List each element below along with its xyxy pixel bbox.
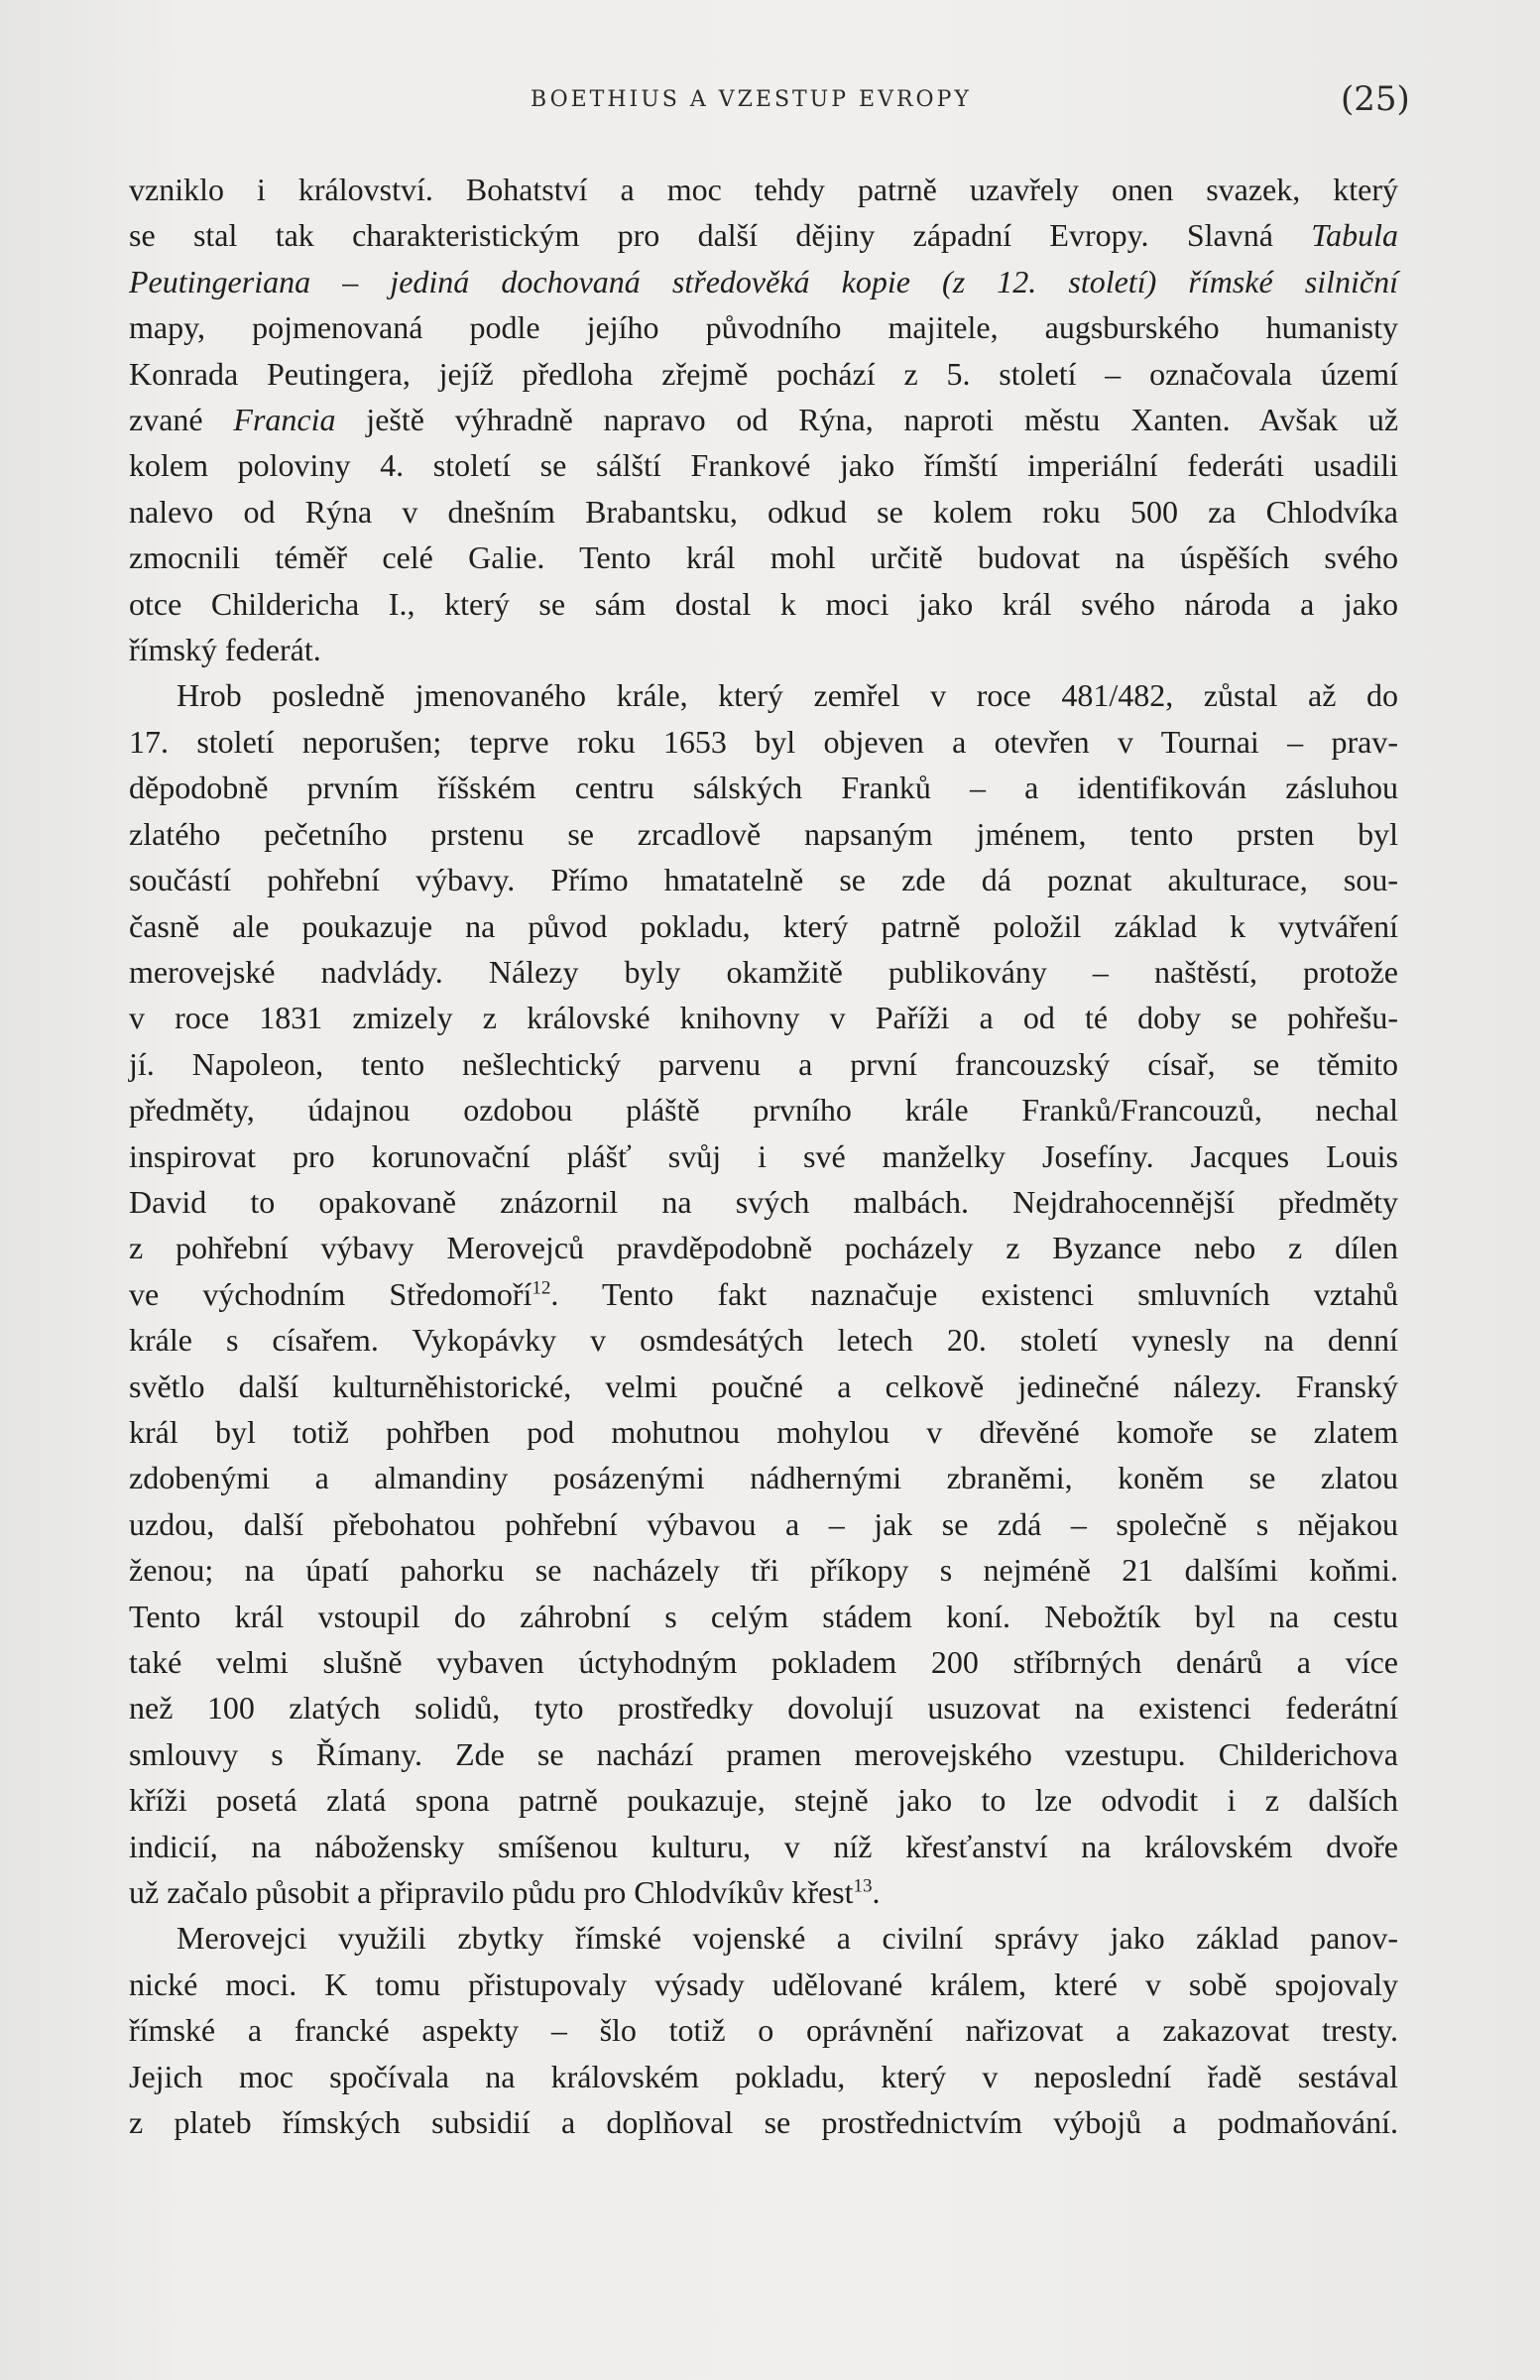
text-line: jí. Napoleon, tento nešlechtický parvenu a první francouzský císař, se těmito — [129, 1045, 1398, 1082]
text-line: smlouvy s Římany. Zde se nachází pramen merovejského vzestupu. Childerichova — [129, 1735, 1398, 1772]
text-line: 17. století neporušen; teprve roku 1653 byl objeven a otevřen v Tournai – prav- — [129, 723, 1398, 760]
text-line: mapy, pojmenovaná podle jejího původního majitele, augsburského humanisty — [129, 309, 1398, 346]
text-line: Merovejci využili zbytky římské vojenské a civilní správy jako základ panov- — [177, 1920, 1398, 1957]
text-line: inspirovat pro korunovační plášť svůj i své manželky Josefíny. Jacques Louis — [129, 1137, 1398, 1174]
text-line: Tento král vstoupil do záhrobní s celým stádem koní. Nebožtík byl na cestu — [129, 1598, 1398, 1634]
text-line: než 100 zlatých solidů, tyto prostředky dovolují usuzovat na existenci federátní — [129, 1690, 1398, 1726]
text-line: z pohřební výbavy Merovejců pravděpodobně pocházely z Byzance nebo z dílen — [129, 1230, 1398, 1266]
text-line: světlo další kulturněhistorické, velmi poučné a celkově jedinečné nálezy. Franský — [129, 1368, 1398, 1404]
text-line: nické moci. K tomu přistupovaly výsady udělované králem, které v sobě spojovaly — [129, 1965, 1398, 2002]
text-line: kříži posetá zlatá spona patrně poukazuje, stejně jako to lze odvodit i z dalších — [129, 1782, 1398, 1819]
text-line: otce Childericha I., který se sám dostal k moci jako král svého národa a jako — [129, 585, 1398, 622]
text-line: předměty, údajnou ozdobou pláště prvního krále Franků/Francouzů, nechal — [129, 1092, 1398, 1129]
text-line: ve východním Středomoří$^{12}$. Tento fakt naznačuje existenci smluvních vztahů — [129, 1275, 1399, 1312]
text-line: David to opakovaně znázornil na svých malbách. Nejdrahocennější předměty — [129, 1183, 1398, 1220]
paragraph-3 — [129, 1915, 1398, 2145]
text-line: také velmi slušně vybaven úctyhodným pokladem 200 stříbrných denárů a více — [129, 1644, 1398, 1680]
page-number: (25) — [1341, 79, 1410, 119]
text-line: zdobenými a almandiny posázenými nádhernými zbraněmi, koněm se zlatou — [129, 1460, 1398, 1496]
text-line: se stal tak charakteristickým pro další dějiny západní Evropy. Slavná Tabula — [129, 217, 1399, 254]
text-line: římské a francké aspekty – šlo totiž o oprávnění nařizovat a zakazovat tresty. — [129, 2012, 1398, 2049]
paragraph-2 — [129, 672, 1398, 1915]
text-line: z plateb římských subsidií a doplňoval se prostřednictvím výbojů a podmaňování. — [129, 2104, 1398, 2141]
text-line: nalevo od Rýna v dnešním Brabantsku, odkud se kolem roku 500 za Chlodvíka — [129, 493, 1398, 530]
text-line: krále s císařem. Vykopávky v osmdesátých letech 20. století vynesly na denní — [129, 1322, 1398, 1359]
text-line: římský federát. — [129, 632, 321, 668]
text-line: Jejich moc spočívala na královském pokladu, který v neposlední řadě sestával — [129, 2058, 1398, 2094]
text-line: indicií, na nábožensky smíšenou kulturu, v níž křesťanství na královském dvoře — [129, 1828, 1398, 1864]
text-line: časně ale poukazuje na původ pokladu, který patrně položil základ k vytváření — [129, 907, 1398, 944]
text-line: merovejské nadvlády. Nálezy byly okamžitě publikovány – naštěstí, protože — [129, 953, 1398, 990]
running-title: BOETHIUS A VZESTUP EVROPY — [531, 87, 972, 112]
text-line: v roce 1831 zmizely z královské knihovny v Paříži a od té doby se pohřešu- — [129, 1000, 1398, 1036]
italic-term-peutingeriana: Peutingeriana – jediná dochovaná středověká kopie (z 12. století) římské silniční — [129, 263, 1398, 299]
text-line: už začalo působit a připravilo půdu pro Chlodvíkův křest$^{13}$. — [129, 1874, 881, 1911]
text-line: součástí pohřební výbavy. Přímo hmatatelně se zde dá poznat akulturace, sou- — [129, 862, 1398, 898]
page-header — [0, 79, 1540, 137]
text-line: Konrada Peutingera, jejíž předloha zřejmě pochází z 5. století – označovala území — [129, 355, 1398, 392]
text-line: král byl totiž pohřben pod mohutnou mohylou v dřevěné komoře se zlatem — [129, 1413, 1398, 1450]
text-line: uzdou, další přebohatou pohřební výbavou a – jak se zdá – společně s nějakou — [129, 1505, 1398, 1542]
footnote-13: 13 — [853, 1875, 873, 1897]
footnote-12: 12 — [532, 1277, 551, 1299]
text-line: vzniklo i království. Bohatství a moc tehdy patrně uzavřely onen svazek, který — [129, 172, 1398, 207]
text-line: ženou; na úpatí pahorku se nacházely tři příkopy s nejméně 21 dalšími koňmi. — [129, 1552, 1398, 1589]
text-line: děpodobně prvním říšském centru sálských Franků – a identifikován zásluhou — [129, 770, 1398, 806]
paragraph-1 — [129, 167, 1398, 672]
text-line: kolem poloviny 4. století se sálští Frankové jako římští imperiální federáti usadili — [129, 447, 1398, 484]
text-line: Hrob posledně jmenovaného krále, který zemřel v roce 481/482, zůstal až do — [177, 677, 1398, 714]
text-line: zvané Francia ještě výhradně napravo od Rýna, naproti městu Xanten. Avšak už — [129, 402, 1399, 438]
text-line — [129, 259, 1398, 304]
italic-term: Francia — [233, 402, 336, 438]
text-line: zlatého pečetního prstenu se zrcadlově napsaným jménem, tento prsten byl — [129, 815, 1398, 852]
body-text — [129, 167, 1398, 2145]
italic-term: Tabula — [1311, 217, 1399, 254]
text-line: zmocnili téměř celé Galie. Tento král mohl určitě budovat na úspěších svého — [129, 539, 1398, 576]
